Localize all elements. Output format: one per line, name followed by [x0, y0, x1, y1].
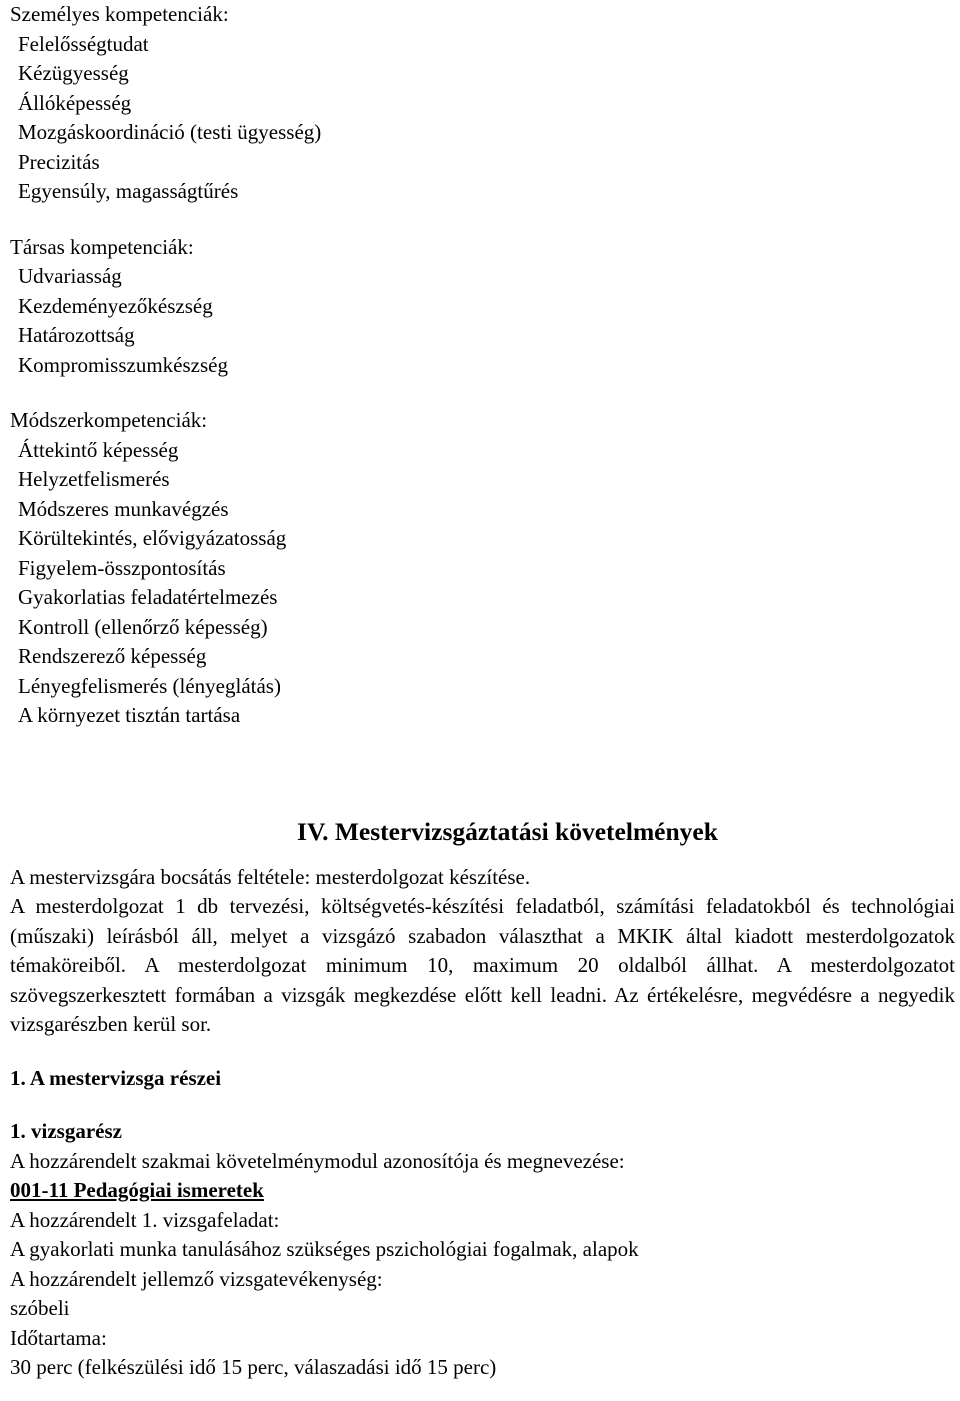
activity-label: A hozzárendelt jellemző vizsgatevékenység:: [10, 1266, 383, 1291]
list-item: Kézügyesség: [18, 61, 129, 85]
document-page: [10, 0, 955, 1383]
list-item: Egyensúly, magasságtűrés: [18, 179, 239, 203]
list-item: Kompromisszumkészség: [18, 352, 228, 377]
spacer: [10, 1093, 955, 1117]
list-item: Lényegfelismerés (lényeglátás): [18, 673, 281, 698]
exam-admission-condition: A mestervizsgára bocsátás feltétele: mesterdolgozat készítése.: [10, 864, 531, 889]
list-item: A környezet tisztán tartása: [18, 703, 241, 727]
social-competencies-list: [10, 262, 955, 380]
spacer: [10, 380, 955, 406]
list-item: Figyelem-összpontosítás: [18, 555, 226, 580]
social-competencies-heading: Társas kompetenciák:: [10, 234, 194, 259]
list-item: Kontroll (ellenőrző képesség): [18, 614, 268, 639]
duration-label: Időtartama:: [10, 1325, 107, 1350]
list-item: Felelősségtudat: [18, 31, 149, 56]
spacer: [10, 731, 955, 815]
spacer: [10, 207, 955, 233]
list-item: Határozottság: [18, 323, 135, 347]
section-title: 1. A mestervizsga részei: [10, 1065, 222, 1090]
list-item: Rendszerező képesség: [18, 644, 207, 668]
method-competencies-list: [10, 436, 955, 731]
task-value: A gyakorlati munka tanulásához szükséges pszichológiai fogalmak, alapok: [10, 1237, 639, 1261]
module-value-text: 001-11 Pedagógiai ismeretek: [10, 1178, 264, 1202]
activity-value: szóbeli: [10, 1296, 70, 1320]
list-item: Helyzetfelismerés: [18, 467, 170, 491]
exam-part-number: 1. vizsgarész: [10, 1119, 122, 1143]
list-item: Körültekintés, elővigyázatosság: [18, 526, 287, 550]
personal-competencies-heading: Személyes kompetenciák:: [10, 2, 229, 26]
spacer: [10, 849, 955, 863]
task-label: A hozzárendelt 1. vizsgafeladat:: [10, 1207, 280, 1232]
thesis-description-paragraph: A mesterdolgozat 1 db tervezési, költségvetés-készítési feladatból, számítási feladatokból és technológiai (műszaki) leírásból áll, melyet a vizsgázó szabadon választhat a MKIK által kiadott mesterdolgozatok témaköreiből. A mesterdolgozat minimum 10, maximum 20 oldalból állhat. A mesterdolgozatot szövegszerkesztett formában a vizsgák megkezdése előtt kell leadni. Az értékelésre, megvédésre a negyedik vizsgarészben kerül sor.: [10, 894, 955, 1036]
list-item: Állóképesség: [18, 90, 132, 115]
list-item: Áttekintő képesség: [18, 437, 179, 462]
list-item: Kezdeményezőkészség: [18, 293, 213, 318]
module-label: A hozzárendelt szakmai követelménymodul azonosítója és megnevezése:: [10, 1148, 625, 1173]
method-competencies-heading: Módszerkompetenciák:: [10, 408, 208, 432]
list-item: Precizitás: [18, 149, 100, 174]
list-item: Módszeres munkavégzés: [18, 496, 229, 521]
duration-value: 30 perc (felkészülési idő 15 perc, válaszadási idő 15 perc): [10, 1355, 497, 1379]
chapter-title: IV. Mestervizsgáztatási követelmények: [297, 816, 718, 846]
personal-competencies-list: [10, 30, 955, 207]
spacer: [10, 1040, 955, 1064]
module-value: [10, 1176, 955, 1206]
list-item: Udvariasság: [18, 264, 122, 288]
list-item: Mozgáskoordináció (testi ügyesség): [18, 120, 322, 144]
list-item: Gyakorlatias feladatértelmezés: [18, 585, 278, 609]
